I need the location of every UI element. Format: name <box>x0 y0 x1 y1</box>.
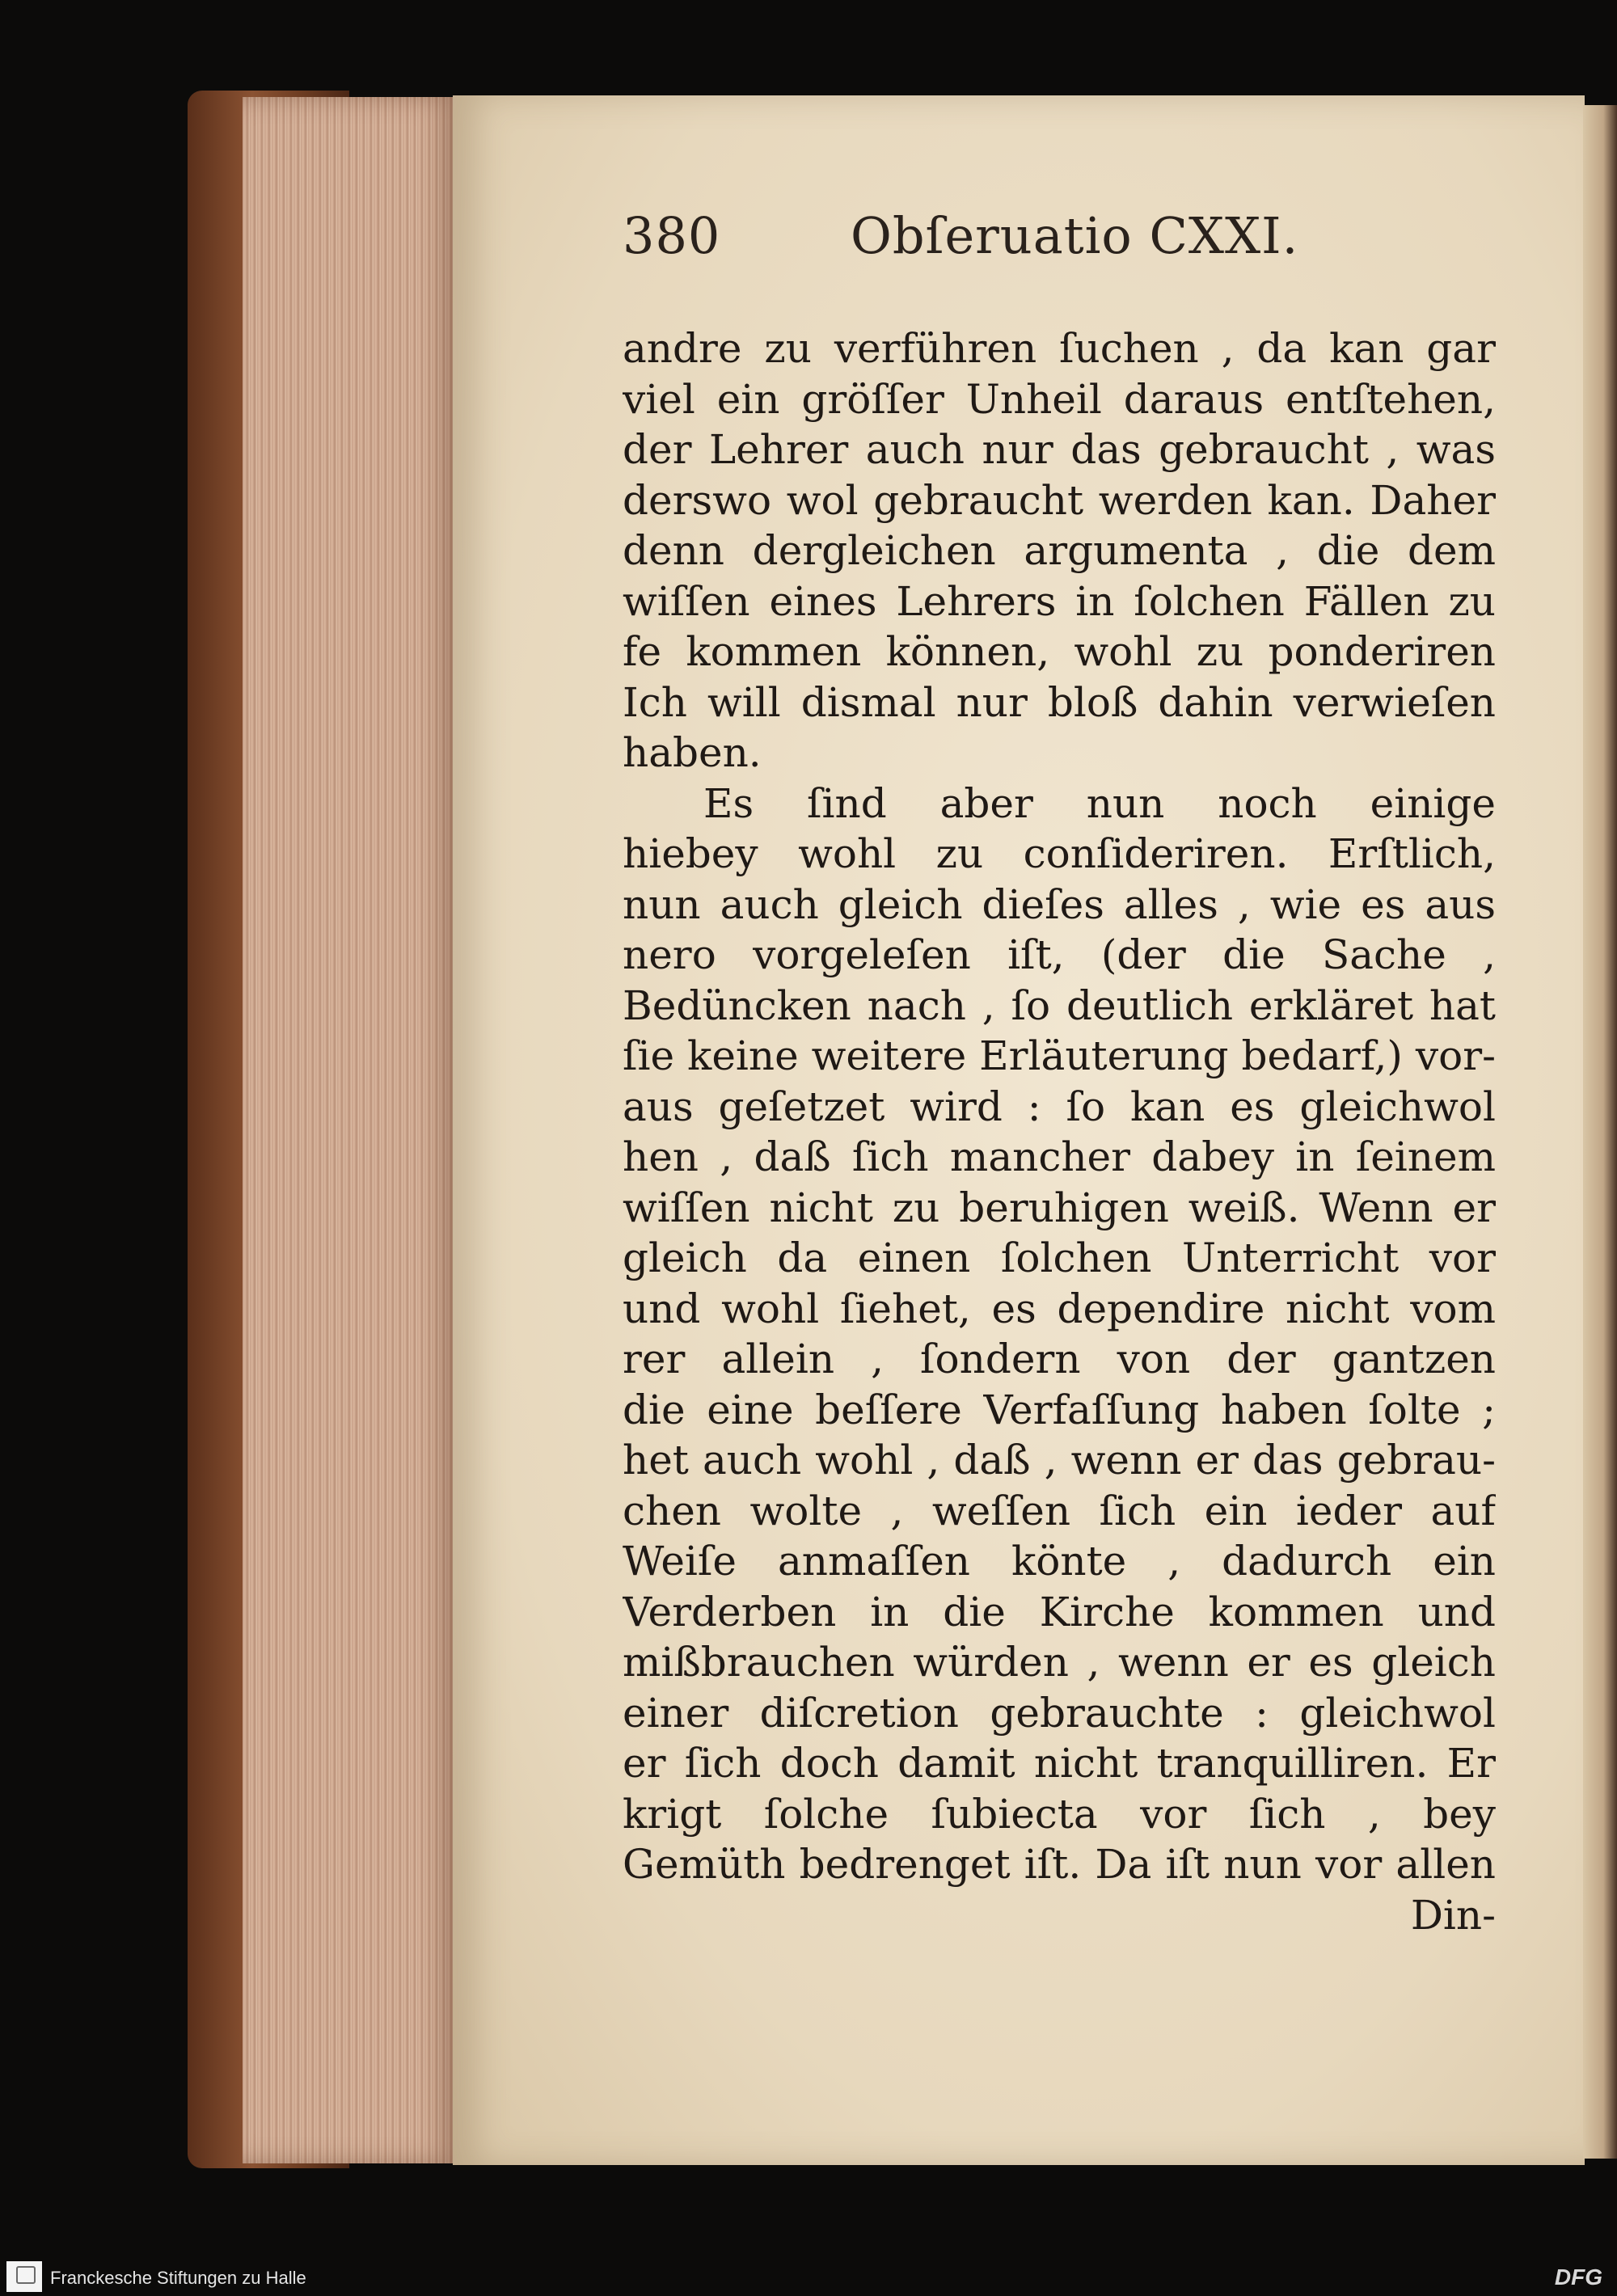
text-line: Weiſe anmaſſen könte , dadurch ein <box>623 1538 1496 1585</box>
text-line: hen , daß ſich mancher dabey in ſeinem <box>623 1133 1496 1180</box>
text-line: hiebey wohl zu conſideriren. Erſtlich, <box>623 830 1496 877</box>
text-line: Verderben in die Kirche kommen und <box>623 1588 1496 1635</box>
page-number: 380 <box>623 206 721 265</box>
institution-label: Franckesche Stiftungen zu Halle <box>50 2268 306 2288</box>
dfg-logo: DFG <box>1554 2264 1602 2290</box>
text-line: krigt ſolche ſubiecta vor ſich , bey <box>623 1790 1496 1838</box>
text-line: chen wolte , weſſen ſich ein ieder auf <box>623 1487 1496 1534</box>
page-header <box>623 206 1512 279</box>
text-line: fe kommen können, wohl zu ponderiren <box>623 628 1496 675</box>
text-line: ſie keine weitere Erläuterung bedarf,) vor- <box>623 1032 1496 1079</box>
text-line: het auch wohl , daß , wenn er das gebrau- <box>623 1437 1496 1484</box>
text-line: mißbrauchen würden , wenn er es gleich <box>623 1639 1496 1686</box>
text-line: wiſſen nicht zu beruhigen weiß. Wenn er <box>623 1184 1496 1231</box>
text-line: Ich will dismal nur bloß dahin verwieſen <box>623 678 1496 726</box>
text-line: nero vorgeleſen iſt, (der die Sache , <box>623 931 1496 978</box>
text-line: denn dergleichen argumenta , die dem <box>623 527 1496 574</box>
text-line: haben. <box>623 729 762 776</box>
text-line: Es ſind aber nun noch einige <box>703 779 1496 827</box>
text-line: einer diſcretion gebrauchte : gleichwol <box>623 1689 1496 1737</box>
text-line: andre zu verführen ſuchen , da kan gar <box>623 325 1496 372</box>
text-line: derswo wol gebraucht werden kan. Daher <box>623 476 1496 524</box>
text-line: gleich da einen ſolchen Unterricht vor <box>623 1235 1496 1281</box>
catchword: Din- <box>1410 1891 1496 1939</box>
text-line: der Lehrer auch nur das gebraucht , was <box>623 426 1496 473</box>
body-text <box>623 323 1496 1940</box>
text-line: Gemüth bedrenget iſt. Da iſt nun vor allen <box>623 1841 1496 1888</box>
text-line: Bedüncken nach , ſo deutlich erkläret hat <box>623 981 1496 1029</box>
text-line: wiſſen eines Lehrers in ſolchen Fällen zu <box>623 577 1496 625</box>
text-line: rer allein , ſondern von der gantzen <box>623 1336 1496 1382</box>
facing-page-edge <box>1583 105 1617 2159</box>
page-edges <box>243 97 459 2163</box>
text-line: viel ein gröſſer Unheil daraus entſtehen, <box>623 375 1496 423</box>
text-line: die eine beſſere Verfaſſung haben ſolte ; <box>623 1386 1496 1433</box>
text-line: nun auch gleich dieſes alles , wie es aus <box>623 880 1496 928</box>
running-title: Obſeruatio CXXI. <box>851 206 1299 265</box>
institution-logo-icon <box>6 2261 42 2292</box>
text-line: er ſich doch damit nicht tranquilliren. Er <box>623 1740 1496 1787</box>
text-line: aus geſetzet wird : ſo kan es gleichwol <box>623 1083 1496 1130</box>
text-line: und wohl ſiehet, es dependire nicht vom <box>623 1285 1496 1332</box>
